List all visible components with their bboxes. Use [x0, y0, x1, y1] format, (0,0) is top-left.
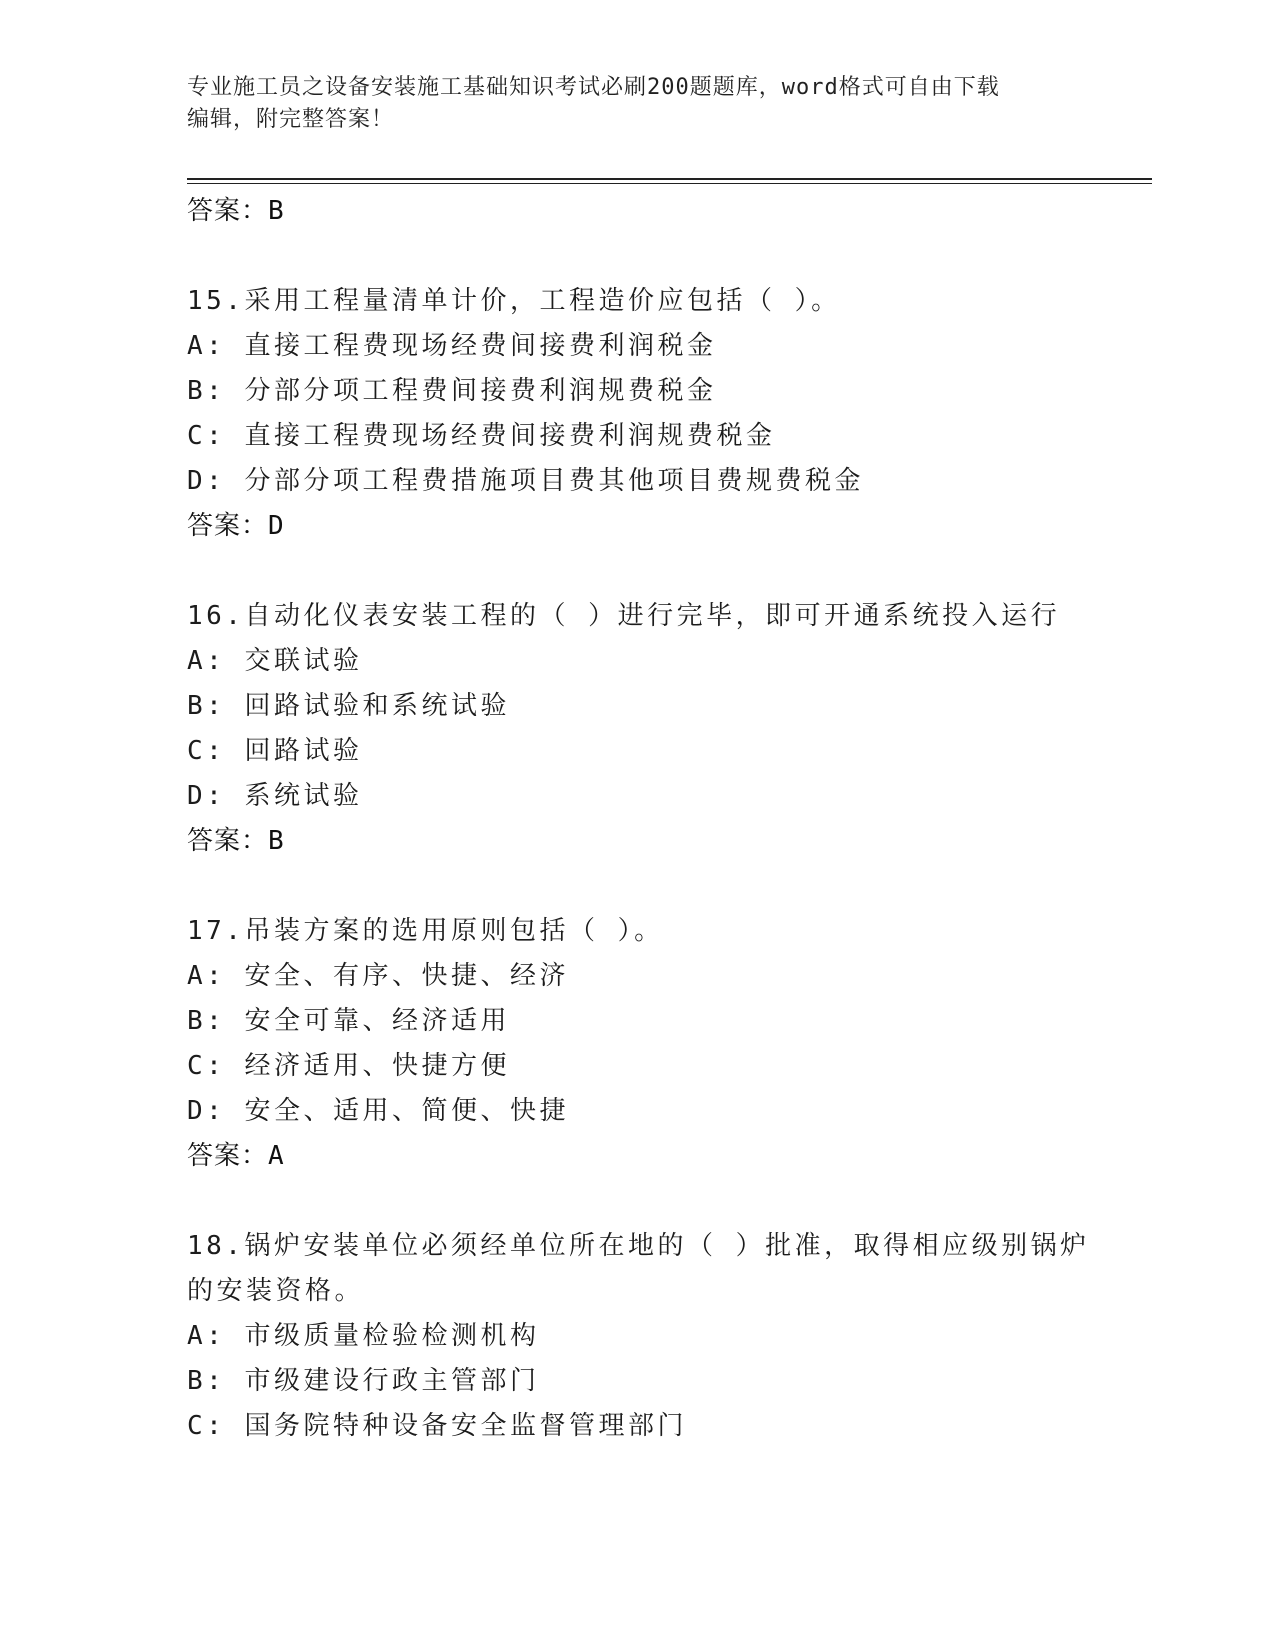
option-a: A: 市级质量检验检测机构: [187, 1321, 540, 1351]
option-c: C: 经济适用、快捷方便: [187, 1051, 510, 1081]
option-c: C: 回路试验: [187, 736, 363, 766]
option-d: D: 系统试验: [187, 781, 363, 811]
option-c: C: 直接工程费现场经费间接费利润规费税金: [187, 421, 776, 451]
question-16: [187, 594, 1087, 864]
option-c: C: 国务院特种设备安全监督管理部门: [187, 1411, 687, 1441]
option-b: B: 市级建设行政主管部门: [187, 1366, 540, 1396]
question-18: [187, 1224, 1090, 1449]
option-a: A: 直接工程费现场经费间接费利润税金: [187, 331, 717, 361]
header-divider-thick: [187, 178, 1152, 180]
option-a: A: 安全、有序、快捷、经济: [187, 961, 569, 991]
option-a: A: 交联试验: [187, 646, 363, 676]
document-header: [187, 72, 1087, 136]
header-line-1: 专业施工员之设备安装施工基础知识考试必刷200题题库，word格式可自由下载: [187, 75, 1000, 100]
answer-line: 答案：B: [187, 826, 285, 856]
question-stem: 15.采用工程量清单计价，工程造价应包括（ ）。: [187, 286, 841, 316]
question-stem-line-1: 18.锅炉安装单位必须经单位所在地的（ ）批准，取得相应级别锅炉: [187, 1231, 1090, 1261]
question-stem: 17.吊装方案的选用原则包括（ ）。: [187, 916, 664, 946]
question-17: [187, 909, 1087, 1179]
header-divider-thin: [187, 183, 1152, 184]
header-line-2: 编辑，附完整答案！: [187, 107, 395, 132]
previous-answer: 答案：B: [187, 196, 285, 226]
question-stem-line-2: 的安装资格。: [187, 1276, 365, 1306]
option-d: D: 分部分项工程费措施项目费其他项目费规费税金: [187, 466, 864, 496]
option-b: B: 分部分项工程费间接费利润规费税金: [187, 376, 717, 406]
question-15: [187, 279, 1087, 549]
question-stem: 16.自动化仪表安装工程的（ ）进行完毕，即可开通系统投入运行: [187, 601, 1061, 631]
answer-line: 答案：A: [187, 1141, 285, 1171]
option-b: B: 回路试验和系统试验: [187, 691, 510, 721]
question-list: [187, 189, 1090, 1449]
option-b: B: 安全可靠、经济适用: [187, 1006, 510, 1036]
answer-line: 答案：D: [187, 511, 285, 541]
option-d: D: 安全、适用、简便、快捷: [187, 1096, 569, 1126]
